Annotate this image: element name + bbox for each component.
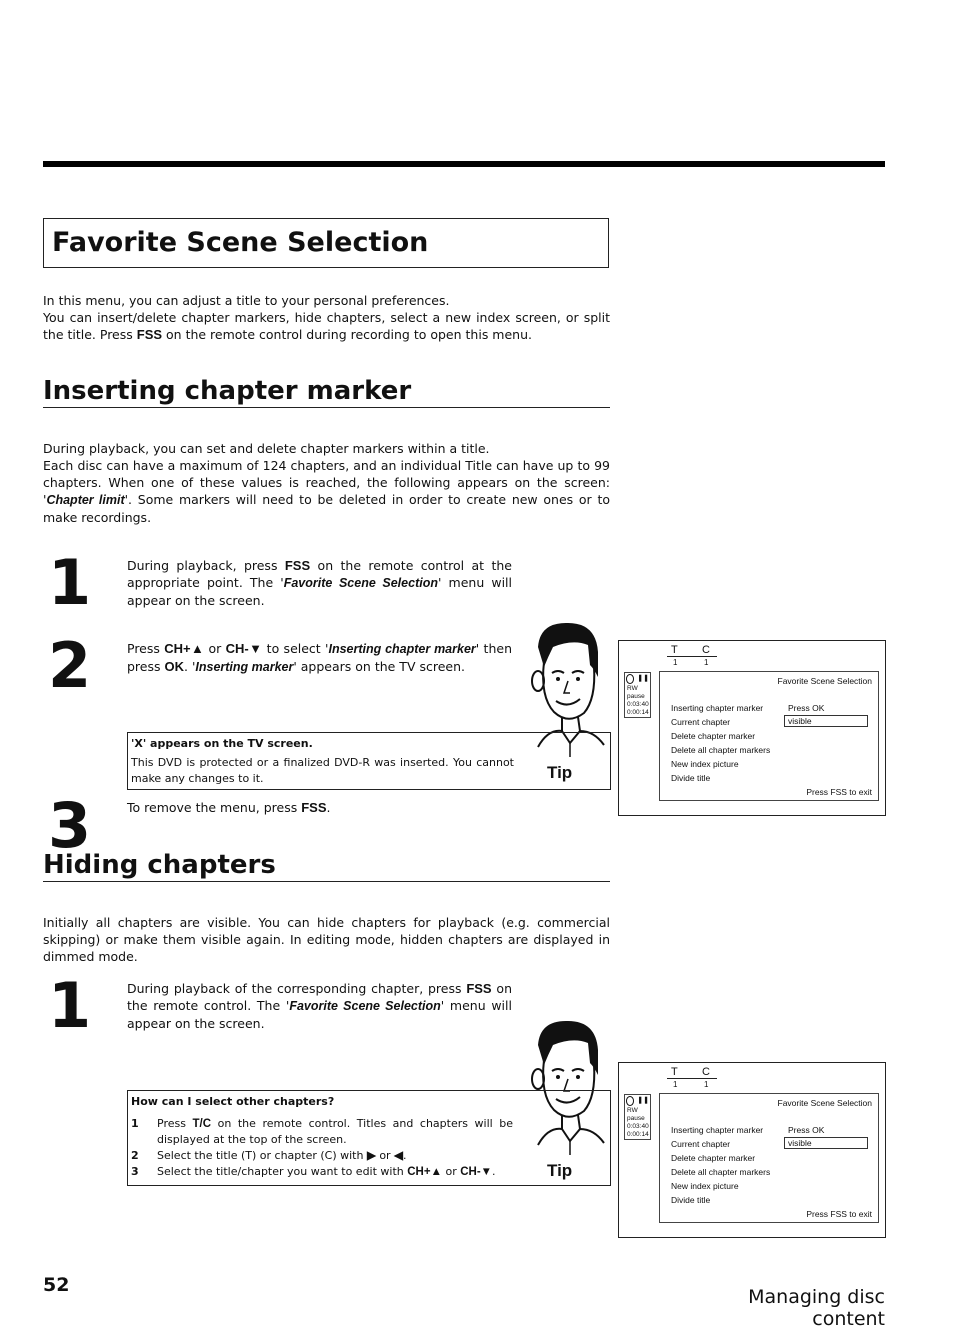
chapter-label: C — [702, 1066, 710, 1078]
step-1-text: During playback, press FSS on the remote control at the appropriate point. The 'Favorite Scene Selection' menu will appear on the screen. — [127, 558, 512, 608]
menu-value-field[interactable]: visible — [784, 715, 868, 727]
status-panel: ❚❚ RW pause 0:03:40 0:00:14 — [624, 672, 651, 718]
menu-item[interactable]: Delete all chapter markers — [671, 1167, 771, 1177]
step-number: 3 — [48, 789, 92, 862]
tip-label: Tip — [547, 1161, 573, 1180]
step-number: 1 — [48, 546, 92, 619]
hiding-step-1-text: During playback of the corresponding chapter, press FSS on the remote control. The 'Favorite Scene Selection' menu will appear on the screen. — [127, 981, 512, 1031]
menu-item[interactable]: Divide title — [671, 1195, 711, 1205]
chapter-label: C — [702, 644, 710, 656]
menu-value-field[interactable]: visible — [784, 1137, 868, 1149]
section-title-box — [43, 218, 609, 268]
menu-footer: Press FSS to exit — [806, 787, 872, 797]
tip-item: 2 Select the title (T) or chapter (C) with ▶ or ◀. — [131, 1149, 407, 1162]
tip-box — [127, 732, 611, 790]
menu-item[interactable]: Current chapter — [671, 1139, 731, 1149]
tv-screen: T C 1 1 ❚❚ RW pause 0:03:40 0:00:14 Favorite Scene Selection Inserting chapter marker Current chapter Delete chapter marker Delete all chapter markers New index picture Divide title Press OK visible Press FSS to exit — [618, 1062, 886, 1238]
menu-item[interactable]: Delete chapter marker — [671, 731, 756, 741]
menu-value: Press OK — [788, 703, 825, 713]
step-number: 2 — [48, 629, 92, 702]
hiding-heading: Hiding chapters — [43, 850, 610, 882]
hiding-paragraph: Initially all chapters are visible. You can hide chapters for playback (e.g. commercial skipping) or make them visible again. In editing mode, hidden chapters are displayed in dimmed mode. — [43, 915, 610, 964]
tip-box — [127, 1090, 611, 1186]
top-rule — [43, 161, 885, 167]
tv-screen: T C 1 1 ❚❚ RW pause 0:03:40 0:00:14 Favorite Scene Selection Inserting chapter marker Current chapter Delete chapter marker Delete all chapter markers New index picture Divide title Press OK visible Press FSS to exit — [618, 640, 886, 816]
fss-menu — [659, 1093, 879, 1223]
inserting-heading: Inserting chapter marker — [43, 376, 610, 408]
intro-line-2: You can insert/delete chapter markers, hide chapters, select a new index screen, or split the title. Press FSS on the remote control during recording to open this menu. — [43, 310, 610, 342]
menu-item[interactable]: Delete chapter marker — [671, 1153, 756, 1163]
inserting-paragraph: During playback, you can set and delete chapter markers within a title. Each disc can have a maximum of 124 chapters, and an individual Title can have up to 99 chapters. When one of these values is reached, the following appears on the screen: 'Chapter limit'. Some markers will need to be deleted in order to create new ones or to make recordings. — [43, 441, 610, 525]
step-2-text: Press CH+▲ or CH-▼ to select 'Inserting chapter marker' then press OK. 'Inserting marker' appears on the TV screen. — [127, 641, 512, 674]
menu-item[interactable]: Inserting chapter marker — [671, 703, 764, 713]
tip-title: How can I select other chapters? — [131, 1095, 335, 1108]
tip-item: 3 Select the title/chapter you want to edit with CH+▲ or CH-▼. — [131, 1165, 496, 1178]
status-panel: ❚❚ RW pause 0:03:40 0:00:14 — [624, 1094, 651, 1140]
fss-menu — [659, 671, 879, 801]
section-title: Favorite Scene Selection — [52, 227, 429, 258]
menu-title: Favorite Scene Selection — [777, 676, 872, 686]
pause-icon: ❚❚ — [637, 675, 649, 682]
menu-item[interactable]: Current chapter — [671, 717, 731, 727]
step-3-text: To remove the menu, press FSS. — [127, 800, 331, 815]
menu-item[interactable]: Inserting chapter marker — [671, 1125, 764, 1135]
menu-item[interactable]: New index picture — [671, 1181, 739, 1191]
menu-item[interactable]: New index picture — [671, 759, 739, 769]
intro-line-1: In this menu, you can adjust a title to your personal preferences. — [43, 293, 450, 308]
menu-footer: Press FSS to exit — [806, 1209, 872, 1219]
intro-paragraph — [43, 292, 610, 343]
menu-item[interactable]: Divide title — [671, 773, 711, 783]
tip-title: 'X' appears on the TV screen. — [131, 737, 313, 750]
tip-text: This DVD is protected or a finalized DVD-R was inserted. You cannot make any changes to it. — [131, 756, 514, 785]
pause-icon: ❚❚ — [637, 1097, 649, 1104]
disc-icon — [626, 1096, 634, 1106]
page-number: 52 — [43, 1274, 70, 1296]
menu-value: Press OK — [788, 1125, 825, 1135]
title-label: T — [671, 1066, 678, 1078]
step-number: 1 — [48, 969, 92, 1042]
title-label: T — [671, 644, 678, 656]
disc-icon — [626, 674, 634, 684]
tip-label: Tip — [547, 763, 573, 782]
menu-title: Favorite Scene Selection — [777, 1098, 872, 1108]
tip-item: 1 Press T/C on the remote control. Titles and chapters will be displayed at the top of the screen. — [131, 1117, 513, 1146]
footer-section: Managing disc content — [748, 1286, 885, 1330]
menu-item[interactable]: Delete all chapter markers — [671, 745, 771, 755]
